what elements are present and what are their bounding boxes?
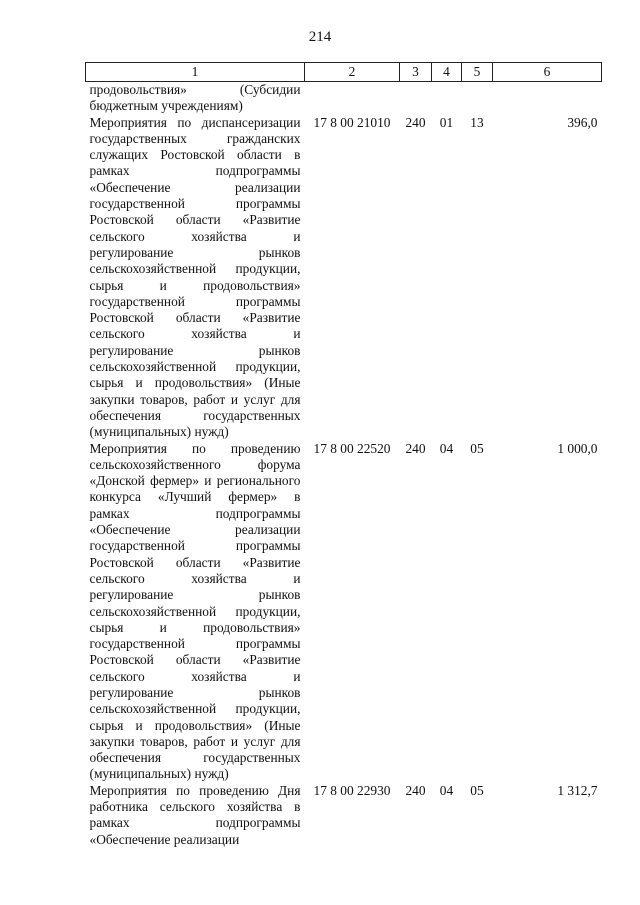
row-section: 04 — [439, 440, 454, 456]
row-expense-type: 240 — [405, 114, 426, 130]
row-expense-type: 240 — [405, 782, 426, 798]
row-target-code — [305, 82, 400, 115]
row-section: 04 — [439, 782, 454, 798]
table-row — [86, 82, 602, 115]
row-subsection: 05 — [470, 782, 484, 798]
header-row — [86, 63, 602, 82]
table-row — [86, 441, 602, 783]
header-col-2: 2 — [305, 63, 400, 82]
header-col-5: 5 — [462, 63, 493, 82]
row-amount: 1 000,0 — [557, 440, 598, 456]
table-header — [86, 63, 602, 82]
row-expense-type: 240 — [405, 440, 426, 456]
row-amount: 1 312,7 — [557, 782, 598, 798]
budget-table — [85, 62, 602, 848]
row-name: Мероприятия по проведению Дня работника сельского хозяйства в рамках подпрограммы «Обеспечение реализации — [89, 782, 301, 847]
table-row — [86, 783, 602, 848]
row-name: продовольствия» (Субсидии бюджетным учреждениям) — [89, 82, 301, 114]
row-subsection — [462, 82, 493, 115]
table-body — [86, 82, 602, 848]
header-col-6: 6 — [493, 63, 602, 82]
header-col-3: 3 — [400, 63, 432, 82]
header-col-4: 4 — [432, 63, 462, 82]
row-expense-type — [400, 82, 432, 115]
row-name: Мероприятия по проведению сельскохозяйственного форума «Донской фермер» и регионального конкурса «Лучший фермер» в рамках подпрограммы «Обеспечение реализации государственной программы Ростовской области «Развитие сельского хозяйства и регулирование рынков сельскохозяйственной продукции, сырья и продовольствия» государственной программы Ростовской области «Развитие сельского хозяйства и регулирование рынков сельскохозяйственной продукции, сырья и продовольствия» (Иные закупки товаров, работ и услуг для обеспечения государственных (муниципальных) нужд) — [89, 440, 301, 782]
row-amount: 396,0 — [567, 114, 598, 130]
page-number: 214 — [308, 29, 332, 45]
row-target-code: 17 8 00 22930 — [313, 782, 391, 798]
row-target-code: 17 8 00 22520 — [313, 440, 391, 456]
header-col-1: 1 — [86, 63, 305, 82]
row-amount — [493, 82, 602, 115]
row-section — [432, 82, 462, 115]
row-subsection: 05 — [470, 440, 484, 456]
table-row — [86, 115, 602, 441]
row-subsection: 13 — [470, 114, 484, 130]
row-target-code: 17 8 00 21010 — [313, 114, 391, 130]
row-name: Мероприятия по диспансеризации государственных гражданских служащих Ростовской области в рамках подпрограммы «Обеспечение реализации государственной программы Ростовской области «Развитие сельского хозяйства и регулирование рынков сельскохозяйственной продукции, сырья и продовольствия» государственной программы Ростовской области «Развитие сельского хозяйства и регулирование рынков сельскохозяйственной продукции, сырья и продовольствия» (Иные закупки товаров, работ и услуг для обеспечения государственных (муниципальных) нужд) — [89, 114, 301, 440]
row-section: 01 — [439, 114, 454, 130]
